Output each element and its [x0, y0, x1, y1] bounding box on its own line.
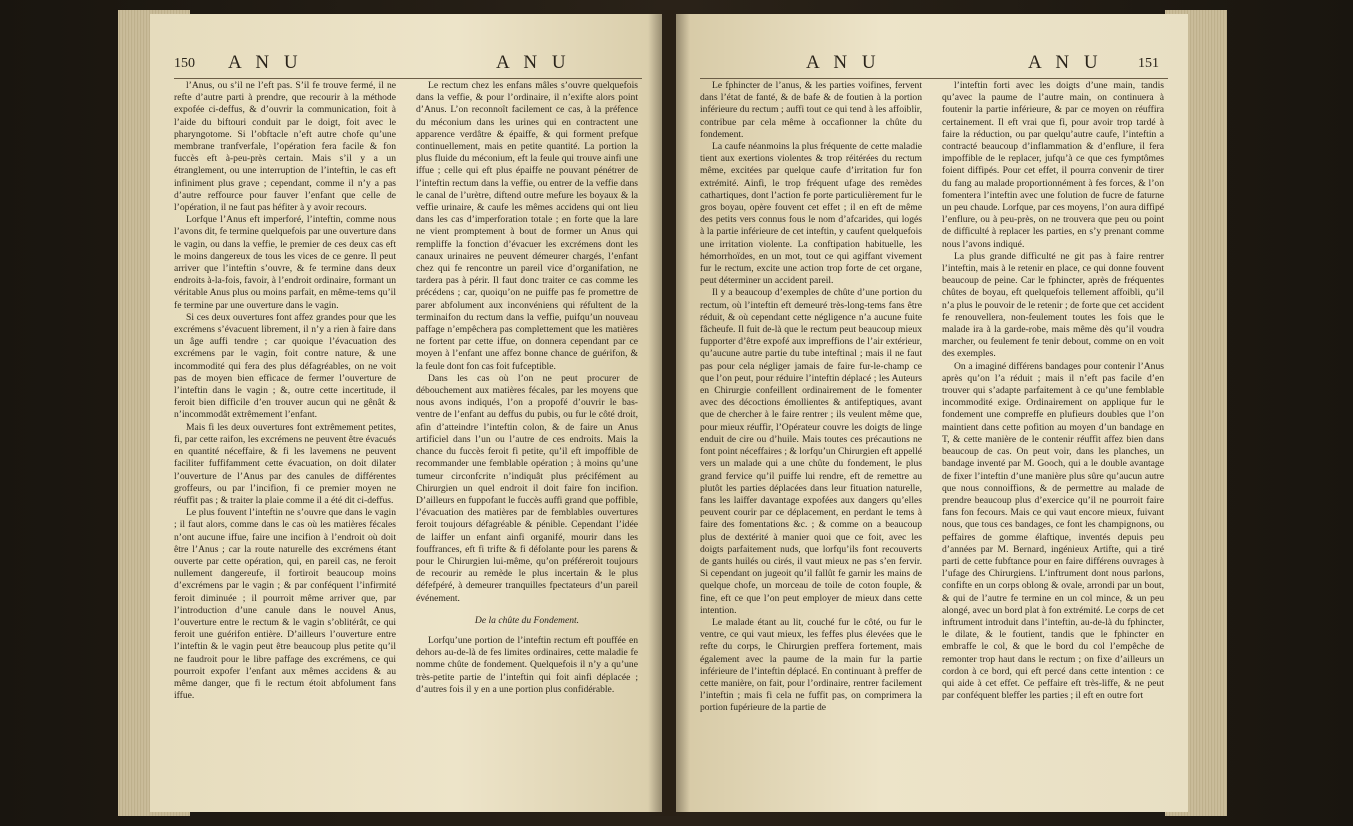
header-rule	[700, 78, 1168, 79]
text-column-1	[174, 80, 396, 796]
running-head-left: A N U	[228, 52, 303, 73]
header-rule	[174, 78, 642, 79]
paragraph: Lorfqu’une portion de l’inteftin rectum eft pouffée en dehors au-de-là de fes limites ordinaires, cette maladie fe nomme chûte de fondement. Quelquefois il n’y a qu’une très-petite partie de l’inteftin qui foit ainfi déplacée ; d’autres fois il y en a une portion plus confidérable.	[416, 634, 638, 695]
paragraph: l’inteftin forti avec les doigts d’une main, tandis qu’avec la paume de l’autre main, on continuera à foutenir la partie inférieure, & par ce moyen on réuffira certainement. Il eft vrai que fi, pour avoir trop tardé à faire la réduction, ou par quelqu’autre caufe, l’inteftin a contracté beaucoup d’inflammation & d’enflure, il fera impoffible de le replacer, jufqu’à ce que ces fymptômes foient diffipés. Pour cet effet, il pourra convenir de tirer du fang au malade proportionnément à fes forces, & l’on fomentera l’inteftin avec une folution de fucre de faturne un peu chaude. Lorfque, par ces moyens, l’on aura diffipé l’enflure, ou à peu-près, on ne trouvera que peu ou point de difficulté à replacer les parties, en s’y prenant comme nous l’avons indiqué.	[942, 80, 1164, 250]
running-head-left: A N U	[806, 52, 881, 73]
running-head-right: A N U	[1028, 52, 1103, 73]
page-number: 150	[174, 56, 195, 71]
paragraph: Le plus fouvent l’inteftin ne s’ouvre que dans le vagin ; il faut alors, comme dans le cas où les matières fécales n’ont aucune iffue, faire une incifion à l’endroit où doit être l’Anus ; car la route naturelle des excrémens étant ouverte par cette opération, qui, en pareil cas, ne feroit nullement dangereufe, il fortiroit beaucoup moins d’excrémens par le vagin ; & par conféquent l’infirmité feroit diminuée ; il pourroit même arriver que, par l’introduction d’une canule dans le nouvel Anus, l’ouverture entre le rectum & le vagin s’oblitérât, ce qui feroit une guérifon entière. D’ailleurs l’ouverture entre l’inteftin & le vagin peut être beaucoup plus petite qu’il ne faudroit pour le libre paffage des excrémens, ce qui pourroit expofer l’enfant aux mêmes accidens & au même danger, que fi le rectum étoit abfolument fans iffue.	[174, 507, 396, 702]
paragraph: Le malade étant au lit, couché fur le côté, ou fur le ventre, ce qui vaut mieux, les feffes plus élevées que le refte du corps, le Chirurgien preffera fortement, mais également avec la paume de la main fur la partie inférieure de l’inteftin déplacé. En continuant à preffer de cette manière, on fait, pour l’ordinaire, rentrer facilement l’inteftin ; mais fi cela ne fuffit pas, on comprimera la portion fupérieure de la partie de	[700, 616, 922, 714]
paragraph: Il y a beaucoup d’exemples de chûte d’une portion du rectum, où l’inteftin eft demeuré très-long-tems fans être réduit, & où cependant cette négligence n’a aucune fuite fâcheufe. Il fuit de-là que le rectum peut beaucoup mieux fupporter d’être expofé aux impreffions de l’air extérieur, qu’aucune autre partie du tube inteftinal ; mais il ne faut pas pour cela négliger jamais de faire fur-le-champ ce que l’on peut, pour réduire l’inteftin déplacé ; les Auteurs en Chirurgie confeillent ordinairement de le fomenter avec des décoctions émollientes & antifeptiques, avant que de chercher à le faire rentrer ; ils veulent même que, pour mieux réuffir, l’Opérateur couvre les doigts de linge enduit de cire ou d’huile. Mais toutes ces précautions ne font point néceffaires ; & lorfqu’un Chirurgien eft appellé vers un malade qui a une chûte du fondement, le plus grand fervice qu’il puiffe lui rendre, eft de remettre au plutôt les parties déplacées dans leur fituation naturelle, fans les laiffer davantage expofées aux dangers qu’elles peuvent courir par ce déplacement, en perdant le tems à faire des fomentations &c. ; & comme on a beaucoup plus de dextérité à manier quoi que ce foit, avec les doigts parfaitement nuds, que lorfqu’ils font recouverts de gants huilés ou cirés, il vaut mieux ne pas s’en fervir. Si cependant on jugeoit qu’il fallût fe garnir les mains de quelque chofe, un morceau de toile de coton fouple, & fine, eft ce que l’on peut employer de mieux dans cette intention.	[700, 287, 922, 616]
text-column-2	[416, 80, 638, 796]
left-page	[150, 14, 662, 812]
paragraph: La plus grande difficulté ne git pas à faire rentrer l’inteftin, mais à le retenir en place, ce qui donne fouvent beaucoup de peine. Car le fphincter, après de fréquentes chûtes de boyau, eft quelquefois tellement affoibli, qu’il n’a plus le pouvoir de le retenir ; de forte que cet accident fe renouvellera, non-feulement toutes les fois que le malade ira à la garde-robe, mais même dès qu’il voudra marcher, ou feulement fe tenir debout, comme on en voit des exemples.	[942, 250, 1164, 360]
right-page	[676, 14, 1188, 812]
text-column-2	[942, 80, 1164, 796]
running-head-right: A N U	[496, 52, 571, 73]
paragraph: Lorfque l’Anus eft imperforé, l’inteftin, comme nous l’avons dit, fe termine quelquefois par une ouverture dans le vagin, ou dans la veffie, le premier de ces deux cas eft le moins dangereux de tous les vices de ce genre. Il peut arriver que l’inteftin s’ouvre, & fe termine dans deux endroits à-la-fois, favoir, à l’endroit ordinaire, formant un véritable Anus plus ou moins parfait, en même-tems qu’il fe termine par une ouverture dans le vagin.	[174, 214, 396, 311]
paragraph: Le fphincter de l’anus, & les parties voifines, fervent dans l’état de fanté, & de bafe & de foutien à la portion inférieure du rectum ; auffi tout ce qui tend à les affoiblir, contribue par cela même à occafionner la chûte du fondement.	[700, 80, 922, 140]
paragraph: l’Anus, ou s’il ne l’eft pas. S’il fe trouve fermé, il ne refte d’autre parti à prendre, que recourir à la méthode expofée ci-deffus, & d’ouvrir la communication, foit à l’aide du biftouri conduit par le doigt, foit avec le pharyngotome. Si l’obftacle n’eft autre chofe qu’une membrane tranfverfale, l’opération fera facile & fon fuccès eft à-peu-près certain. Mais s’il y a un étranglement, ou une interruption de l’inteftin, le cas eft infiniment plus grave ; cependant, comme il n’y a pas d’autre reffource pour fauver l’enfant que celle de l’opération, il ne faut pas héfiter à y avoir recours.	[174, 80, 396, 214]
paragraph: Le rectum chez les enfans mâles s’ouvre quelquefois dans la veffie, & pour l’ordinaire, il n’exifte alors point d’Anus. L’on reconnoît facilement ce cas, à la préfence du méconium dans les urines qui en contractent une apparence verdâtre & épaiffe, & qui forment prefque continuellement, mais en petite quantité. La portion la plus fluide du méconium, eft la feule qui trouve ainfi une iffue ; celle qui eft plus épaiffe ne pouvant pénétrer de l’inteftin rectum dans la veffie, ou entrer de la veffie dans le canal de l’urètre, diftend outre mefure les boyaux & la veffie urinaire, & caufe les mêmes accidens qui ont lieu dans les cas d’imperforation totale ; en forte que la lare ne vient promptement à bout de former un Anus qui rempliffe la fonction d’évacuer les excrémens dont les canaux urinaires ne peuvent démeurer chargés, l’enfant chez qui fe rencontre un pareil vice d’organifation, ne tardera pas à périr. Il faut donc traiter ce cas comme les précédens ; car, quoiqu’on ne puiffe pas fe promettre de parer abfolument aux inconvéniens qui réfultent de la terminaifon du rectum dans la veffie, puifqu’un nouveau paffage n’empêchera pas complettement que les matières ne fortent par cette iffue, on donnera cependant par ce moyen à l’enfant une affez bonne chance de guérifon, & la feule dont fon cas foit fufceptible.	[416, 80, 638, 372]
book-gutter	[648, 10, 690, 816]
paragraph: Mais fi les deux ouvertures font extrêmement petites, fi, par cette raifon, les excrémens ne peuvent être évacués en quantité néceffaire, & fi les lavemens ne peuvent faciliter fuffifamment cette évacuation, on doit dilater l’ouverture de l’Anus par des canules de différentes groffeurs, ou par l’incifion, fi ce premier moyen ne réuffit pas ; & traiter la plaie comme il a été dit ci-deffus.	[174, 421, 396, 506]
paragraph: Dans les cas où l’on ne peut procurer de débouchement aux matières fécales, par les moyens que nous avons indiqués, l’on a propofé d’ouvrir le bas-ventre de l’enfant au deffus du pubis, ou fur le côté droit, afin d’atteindre l’inteftin colon, & de faire un Anus artificiel dans l’un ou l’autre de ces endroits. Mais la chance du fuccès feroit fi petite, qu’il eft impoffible de recommander une femblable opération ; à moins qu’une tumeur circonfcrite n’indiquât plus précifément au Chirurgien un quel endroit il doit faire fon incifion. D’ailleurs en fuppofant le fuccès auffi grand que poffible, l’évacuation des matières par de femblables ouvertures feroit toujours défagréable & pénible. Cependant l’idée de laiffer un enfant ainfi organifé, mourir dans les fouffrances, eft fi trifte & fi défolante pour les parens & pour le Chirurgien lui-même, qu’on préféreroit toujours de recourir au remède le plus incertain & le plus défefpéré, à demeurer tranquilles fpectateurs d’un pareil événement.	[416, 372, 638, 604]
section-heading: De la chûte du Fondement.	[474, 614, 580, 626]
paragraph: On a imaginé différens bandages pour contenir l’Anus après qu’on l’a réduit ; mais il n’eft pas facile d’en trouver qui s’adapte parfaitement à ce qu’une femblable incommodité exige. Ordinairement on applique fur le fondement une compreffe en plufieurs doubles que l’on maintient dans cette pofition au moyen d’un bandage en T, & cette manière de le contenir réuffit affez bien dans beaucoup de cas. On peut voir, dans les planches, un bandage inventé par M. Gooch, qui a le double avantage de fixer l’inteftin d’une manière plus sûre qu’aucun autre que nous connoiffions, & de permettre au malade de prendre beaucoup plus d’exercice qu’il ne pourroit faire fans fon fecours. Mais ce qui vaut encore mieux, fuivant nous, que tous ces bandages, ce font les champignons, ou peffaires de gomme élaftique, inventés depuis peu d’années par M. Bernard, ingénieux Artifte, qui a tiré parti de cette fubftance pour en faire différens ouvrages à l’ufage des Chirurgiens. L’inftrument dont nous parlons, confifte en un corps oblong & ovale, arrondi par un bout, & qui de l’autre fe termine en un col mince, & un peu alongé, avec un bord plat à fon extrémité. Le corps de cet inftrument introduit dans l’inteftin, au-de-là du fphincter, le dilate, & le foutient, tandis que le fphincter en embraffe le col, & que le bord du col l’empêche de remonter trop haut dans le rectum ; on fixe d’ailleurs un cordon à ce bord, qui eft percé dans cette intention : ce qui aide à cet effet. Ce peffaire eft très-liffe, & ne peut par conféquent bleffer les parties ; il eft en outre fort	[942, 360, 1164, 702]
text-column-1	[700, 80, 922, 796]
paragraph: Si ces deux ouvertures font affez grandes pour que les excrémens s’évacuent librement, il n’y a rien à faire dans un âge auffi tendre ; car quoique l’évacuation des excrémens par le vagin, foit contre nature, & une incommodité qui fera des plus défagréables, on ne voit pas de moyen bien efficace de fermer l’ouverture de l’inteftin dans le vagin ; &, outre cette incertitude, il feroit bien difficile d’en trouver aucun qui ne gênât & n’incommodât extrêmement l’enfant.	[174, 311, 396, 421]
paragraph: La caufe néanmoins la plus fréquente de cette maladie tient aux exertions violentes & trop réitérées du rectum même, excitées par quelque caufe d’irritation fur fon extrémité. Ainfi, le trop fréquent ufage des remèdes cathartiques, dont l’action fe porte particulièrement fur le gros boyau, opère fouvent cet effet ; il en eft de même des petits vers connus fous le nom d’afcarides, qui logés à la partie inférieure de cet inteftin, y caufent quelquefois une irritation violente. La conftipation habituelle, les hémorrhoïdes, en un mot, tout ce qui agiffant vivement fur le rectum, excite une action trop forte de cet organe, peut déterminer un accident pareil.	[700, 141, 922, 287]
page-number: 151	[1138, 56, 1159, 71]
